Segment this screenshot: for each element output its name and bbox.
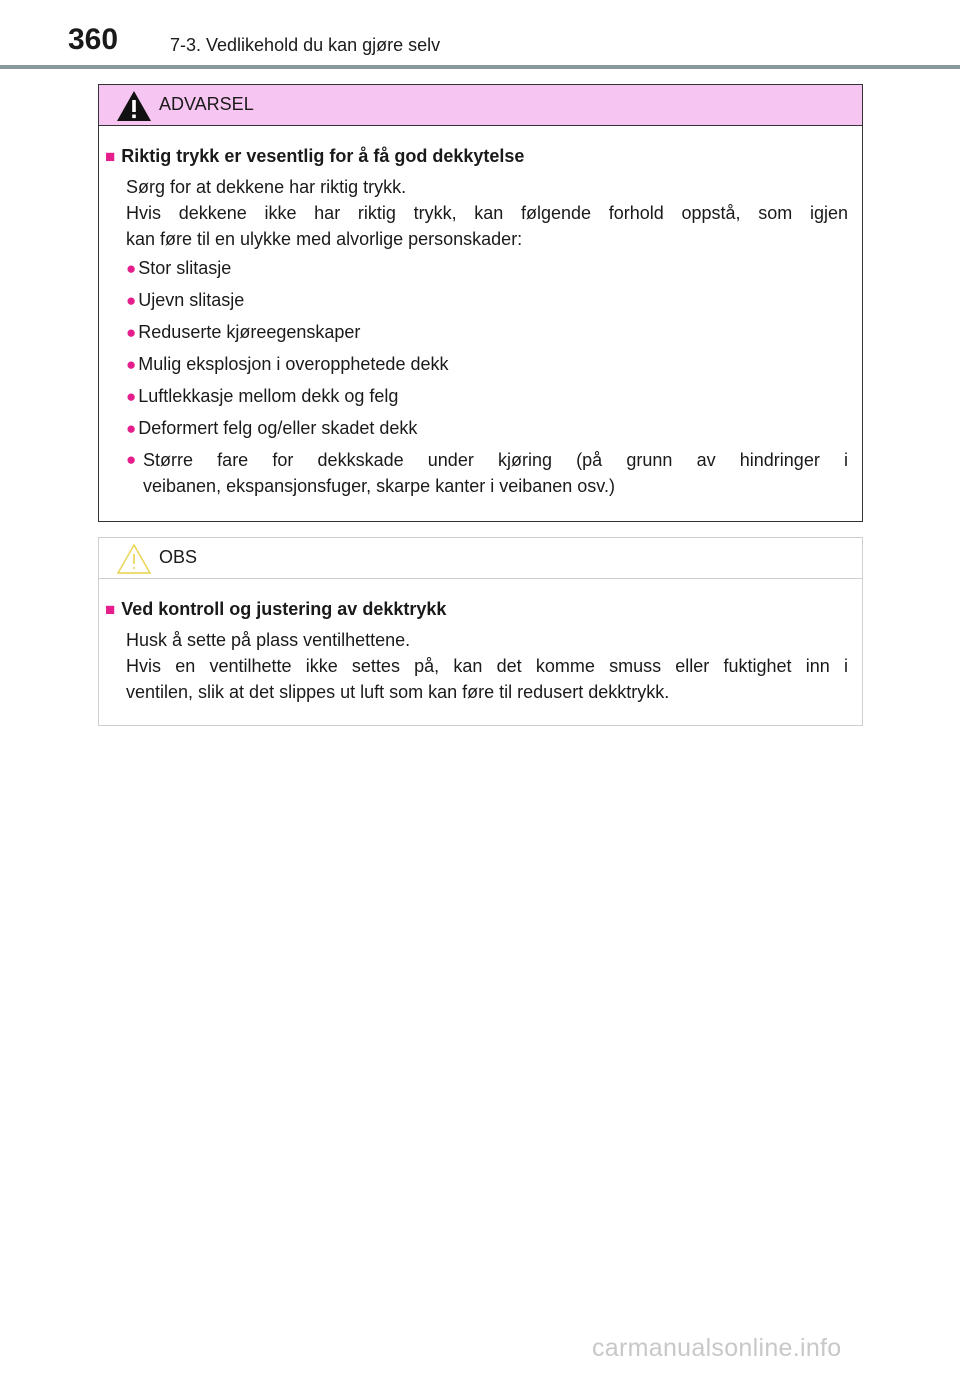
header-divider xyxy=(0,65,960,69)
warning-label: ADVARSEL xyxy=(159,94,254,114)
notice-text: Husk å sette på plass ventilhettene. Hvis en ventilhette ikke settes på, kan det komme smuss eller fuktighet inn i ventilen, slik at det slippes ut luft som kan føre til redusert dekktrykk. xyxy=(126,630,848,702)
list-item: ● Reduserte kjøreegenskaper xyxy=(126,322,361,342)
section-title: 7-3. Vedlikehold du kan gjøre selv xyxy=(170,35,441,55)
warning-triangle-filled-icon xyxy=(115,89,153,123)
notice-box-header xyxy=(99,538,862,579)
notice-box xyxy=(98,537,863,726)
circle-bullet-icon: ● xyxy=(126,450,137,469)
circle-bullet-icon: ● xyxy=(126,355,137,374)
circle-bullet-icon: ● xyxy=(126,323,137,342)
watermark: carmanualsonline.info xyxy=(592,1334,842,1362)
caution-triangle-outline-icon xyxy=(115,542,153,576)
warning-box xyxy=(98,84,863,522)
circle-bullet-icon: ● xyxy=(126,259,137,278)
notice-subheading: ■ Ved kontroll og justering av dekktrykk xyxy=(105,599,447,619)
page-number: 360 xyxy=(68,23,119,56)
warning-box-header xyxy=(99,85,862,126)
list-item: ● Mulig eksplosjon i overopphetede dekk xyxy=(126,354,449,374)
list-item: ● Større fare for dekkskade under kjøring (på grunn av hindringer i veibanen, ekspansjonsfuger, skarpe kanter i veibanen osv.) xyxy=(126,447,848,499)
list-item: ● Ujevn slitasje xyxy=(126,290,245,310)
notice-label: OBS xyxy=(159,547,198,567)
circle-bullet-icon: ● xyxy=(126,291,137,310)
warning-intro: Sørg for at dekkene har riktig trykk. Hvis dekkene ikke har riktig trykk, kan følgende forhold oppstå, som igjen kan føre til en ulykke med alvorlige personskader: xyxy=(126,177,848,249)
warning-subheading: ■ Riktig trykk er vesentlig for å få god dekkytelse xyxy=(105,146,525,166)
square-bullet-icon: ■ xyxy=(105,147,116,166)
circle-bullet-icon: ● xyxy=(126,387,137,406)
list-item: ● Luftlekkasje mellom dekk og felg xyxy=(126,386,399,406)
square-bullet-icon: ■ xyxy=(105,600,116,619)
list-item: ● Deformert felg og/eller skadet dekk xyxy=(126,418,418,438)
circle-bullet-icon: ● xyxy=(126,419,137,438)
list-item: ● Stor slitasje xyxy=(126,258,232,278)
